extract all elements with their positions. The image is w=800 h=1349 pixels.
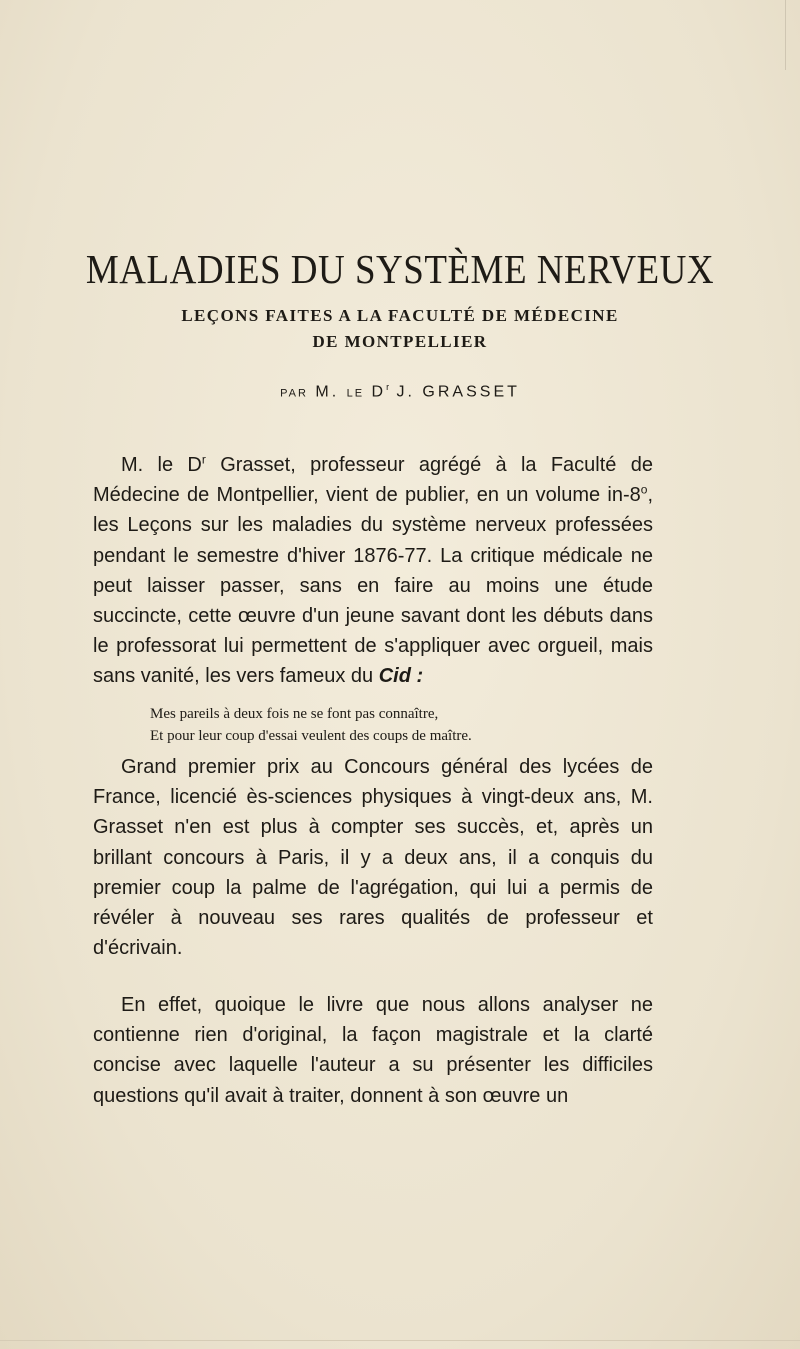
subtitle-line-2: DE MONTPELLIER xyxy=(312,332,488,351)
p1-sup-r: r xyxy=(201,452,206,467)
byline xyxy=(0,382,800,401)
page-title: MALADIES DU SYSTÈME NERVEUX xyxy=(85,247,715,294)
paragraph-2: Grand premier prix au Concours général des lycées de France, licencié ès-sciences physiques à vingt-deux ans, M. Grasset n'en est plus à compter ses succès, et, après un brillant concours à Paris, il y a deux ans, il a conquis du premier coup la palme de l'agrégation, qui lui a permis de révéler à nouveau ses rares qualités de professeur et d'écrivain. xyxy=(93,756,653,960)
byline-m: M. xyxy=(315,383,340,401)
p1-sup-o: o xyxy=(640,482,648,497)
p1-text-c: , les Leçons sur les maladies du système nerveux professées pendant le semestre d'hiver 1876-77. La critique médicale ne peut laisser passer, sans en faire au moins une étude succincte, cette œuvre d'un jeune savant dont les débuts dans le professorat lui permettent de s'appliquer avec orgueil, mais sans vanité, les vers fameux du xyxy=(93,484,653,688)
byline-dr-sup: r xyxy=(386,382,390,392)
page-edge xyxy=(785,0,786,70)
p1-text-b: Grasset, professeur agrégé à la Faculté de Médecine de Montpellier, vient de publier, en un volume in-8 xyxy=(93,454,653,507)
verse-quote xyxy=(150,703,670,747)
paragraph-1 xyxy=(93,450,653,692)
byline-par: PAR xyxy=(280,387,308,400)
quote-line-2: Et pour leur coup d'essai veulent des coups de maître. xyxy=(150,728,472,744)
page-bottom-edge xyxy=(0,1340,800,1341)
p1-text-a: M. le D xyxy=(121,454,202,476)
byline-dr: D xyxy=(371,383,387,401)
quote-line-1: Mes pareils à deux fois ne se font pas connaître, xyxy=(150,706,439,722)
p1-cid: Cid : xyxy=(378,665,424,688)
paragraph-3: En effet, quoique le livre que nous allons analyser ne contienne rien d'original, la façon magistrale et la clarté concise avec laquelle l'auteur a su présenter les difficiles questions qu'il avait à traiter, donnent à son œuvre un xyxy=(93,994,653,1107)
byline-author: J. GRASSET xyxy=(396,383,520,401)
subtitle-line-1: LEÇONS FAITES A LA FACULTÉ DE MÉDECINE xyxy=(181,306,619,325)
byline-le: LE xyxy=(346,387,365,400)
